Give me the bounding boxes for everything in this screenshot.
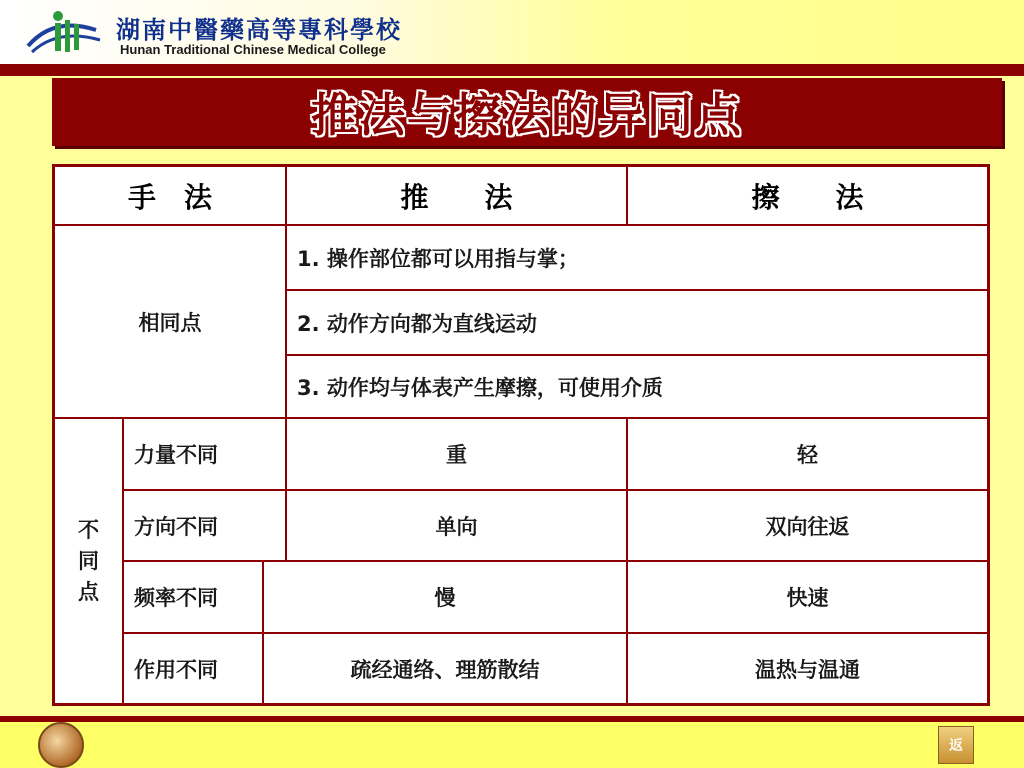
push-value: 重 (446, 443, 467, 467)
similarities-label: 相同点 (138, 310, 202, 335)
difference-aspect: 作用不同 (134, 657, 218, 682)
difference-aspect: 力量不同 (134, 443, 218, 467)
slide-title: 推法与擦法的异同点 (311, 88, 743, 142)
comparison-table (52, 164, 990, 706)
differences-label (55, 419, 122, 703)
push-value: 疏经通络、理筋散结 (350, 657, 540, 682)
differences-label-char: 点 (78, 579, 99, 604)
similarity-item: 3. 动作均与体表产生摩擦，可使用介质 (297, 375, 663, 400)
college-name-chinese: 湖南中醫藥高等專科學校 (116, 15, 402, 44)
college-emblem-icon (24, 6, 104, 62)
differences-label-char: 同 (78, 548, 99, 573)
push-value: 单向 (435, 514, 478, 539)
return-button-label: 返 (949, 738, 963, 754)
rub-value: 双向往返 (765, 514, 850, 539)
difference-aspect: 方向不同 (134, 514, 218, 539)
similarity-item: 2. 动作方向都为直线运动 (297, 311, 537, 336)
table-column-divider (285, 225, 287, 419)
return-button-icon[interactable] (938, 726, 974, 764)
rub-value: 快速 (786, 586, 829, 610)
header-technique: 手 法 (127, 180, 212, 214)
top-divider (0, 64, 1024, 76)
title-bar (52, 78, 1002, 146)
table-column-divider (122, 417, 124, 703)
college-name-english: Hunan Traditional Chinese Medical College (120, 42, 386, 57)
footer-band (0, 722, 1024, 768)
rub-value: 温热与温通 (755, 657, 860, 682)
header-rub-method: 擦 法 (751, 180, 864, 214)
college-logo (24, 6, 424, 62)
similarity-item: 1. 操作部位都可以用指与掌； (297, 246, 579, 271)
rub-value: 轻 (797, 443, 818, 467)
round-image-button-icon[interactable] (38, 722, 84, 768)
header-push-method: 推 法 (400, 180, 513, 214)
difference-aspect: 频率不同 (134, 586, 218, 610)
differences-label-char: 不 (78, 517, 99, 542)
push-value: 慢 (434, 586, 456, 610)
